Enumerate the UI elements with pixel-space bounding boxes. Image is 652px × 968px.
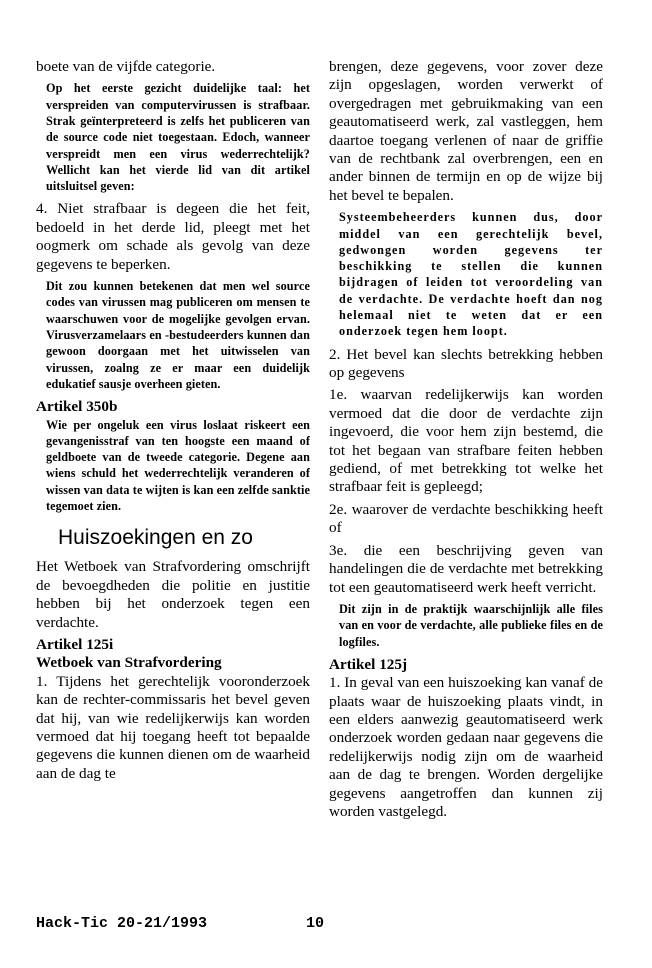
commentary-note: Systeembeheerders kunnen dus, door middel van een gerechtelijk bevel, gedwongen worden gegevens ter beschikking te stellen die kunnen bijdragen of leiden tot veroordeling van de verdachte. De verdachte hoeft dan nog helemaal niet te weten dat er een onderzoek tegen hem loopt. <box>339 210 603 339</box>
paragraph: 4. Niet strafbaar is degeen die het feit, bedoeld in het derde lid, pleegt met het oogmerk om schade als gevolg van deze gegevens te beperken. <box>36 200 310 273</box>
commentary-note: Wie per ongeluk een virus loslaat riskeert een gevangenisstraf van ten hoogste een maand of geldboete van de tweede categorie. Degene aan wiens schuld het wederrechtelijk veranderen of wissen van data te wijten is kan een zelfde sanktie tegemoet zien. <box>46 417 310 514</box>
left-column <box>36 58 310 787</box>
commentary-note: Op het eerste gezicht duidelijke taal: het verspreiden van computervirussen is strafbaar. Strak geïnterpreteerd is zelfs het publiceren van de source code niet toegestaan. Edoch, wanneer verspreidt men een virus wederrechtelijk? Wellicht kan het vierde lid van dit artikel uitsluitsel geven: <box>46 81 310 194</box>
article-subheading: Wetboek van Strafvordering <box>36 654 222 672</box>
commentary-note: Dit zijn in de praktijk waarschijnlijk alle files van en voor de verdachte, alle publieke files en de logfiles. <box>339 601 603 649</box>
paragraph: Het Wetboek van Strafvordering omschrijft de bevoegdheden die politie en justitie hebben bij het onderzoek tegen een verdachte. <box>36 558 310 631</box>
paragraph: 1. In geval van een huiszoeking kan vanaf de plaats waar de huiszoeking plaats vindt, in een elders aanwezig geautomatiseerd werk onderzoek worden gedaan naar gegevens die redelijkerwijs nodig zijn om de waarheid aan de dag te brengen. Worden dergelijke gegevens aangetroffen dan kunnen zij worden vastgelegd. <box>329 674 603 821</box>
paragraph: 1e. waarvan redelijkerwijs kan worden vermoed dat die door de verdachte zijn ingevoerd, die voor hem zijn bestemd, die tot het begaan van strafbare feiten hebben gediend, of met betrekking tot welke het strafbaar feit is gepleegd; <box>329 386 603 496</box>
commentary-note: Dit zou kunnen betekenen dat men wel source codes van virussen mag publiceren om mensen te waarschuwen voor de mogelijke gevolgen ervan. Virusverzamelaars en -bestudeerders kunnen dan gewoon doorgaan met het uitwisselen van virussen, zoalng ze er maar een duidelijk edukatief sausje overheen gieten. <box>46 279 310 391</box>
article-heading-125i: Artikel 125i <box>36 636 114 653</box>
paragraph: brengen, deze gegevens, voor zover deze zijn opgeslagen, worden verwerkt of overgedragen met gebruikmaking van een geautomatiseerd werk, zal vastleggen, hem daartoe toegang verlenen of naar de griffie van de rechtbank zal overbrengen, een en ander binnen de termijn en op de wijze bij het bevel te bepalen. <box>329 58 603 204</box>
paragraph: 1. Tijdens het gerechtelijk vooronderzoek kan de rechter-commissaris het bevel geven dat hij, van wie redelijkerwijs kan worden vermoed dat hij toegang heeft tot bepaalde gegevens die kunnen dienen om de waarheid aan de dag te <box>36 672 310 782</box>
article-heading-125j: Artikel 125j <box>329 655 408 673</box>
article-heading-350b: Artikel 350b <box>36 398 118 416</box>
footer-publication: Hack-Tic 20-21/1993 <box>36 915 208 932</box>
paragraph: 2e. waarover de verdachte beschikking heeft of <box>329 500 603 537</box>
paragraph: 2. Het bevel kan slechts betrekking hebben op gegevens <box>329 345 603 382</box>
paragraph: 3e. die een beschrijving geven van handelingen die de verdachte met betrekking tot een geautomatiseerd werk heeft verricht. <box>329 541 603 596</box>
page-number: 10 <box>306 915 325 932</box>
right-column <box>329 58 603 825</box>
paragraph: boete van de vijfde categorie. <box>36 58 216 75</box>
section-heading: Huiszoekingen en zo <box>58 526 253 550</box>
